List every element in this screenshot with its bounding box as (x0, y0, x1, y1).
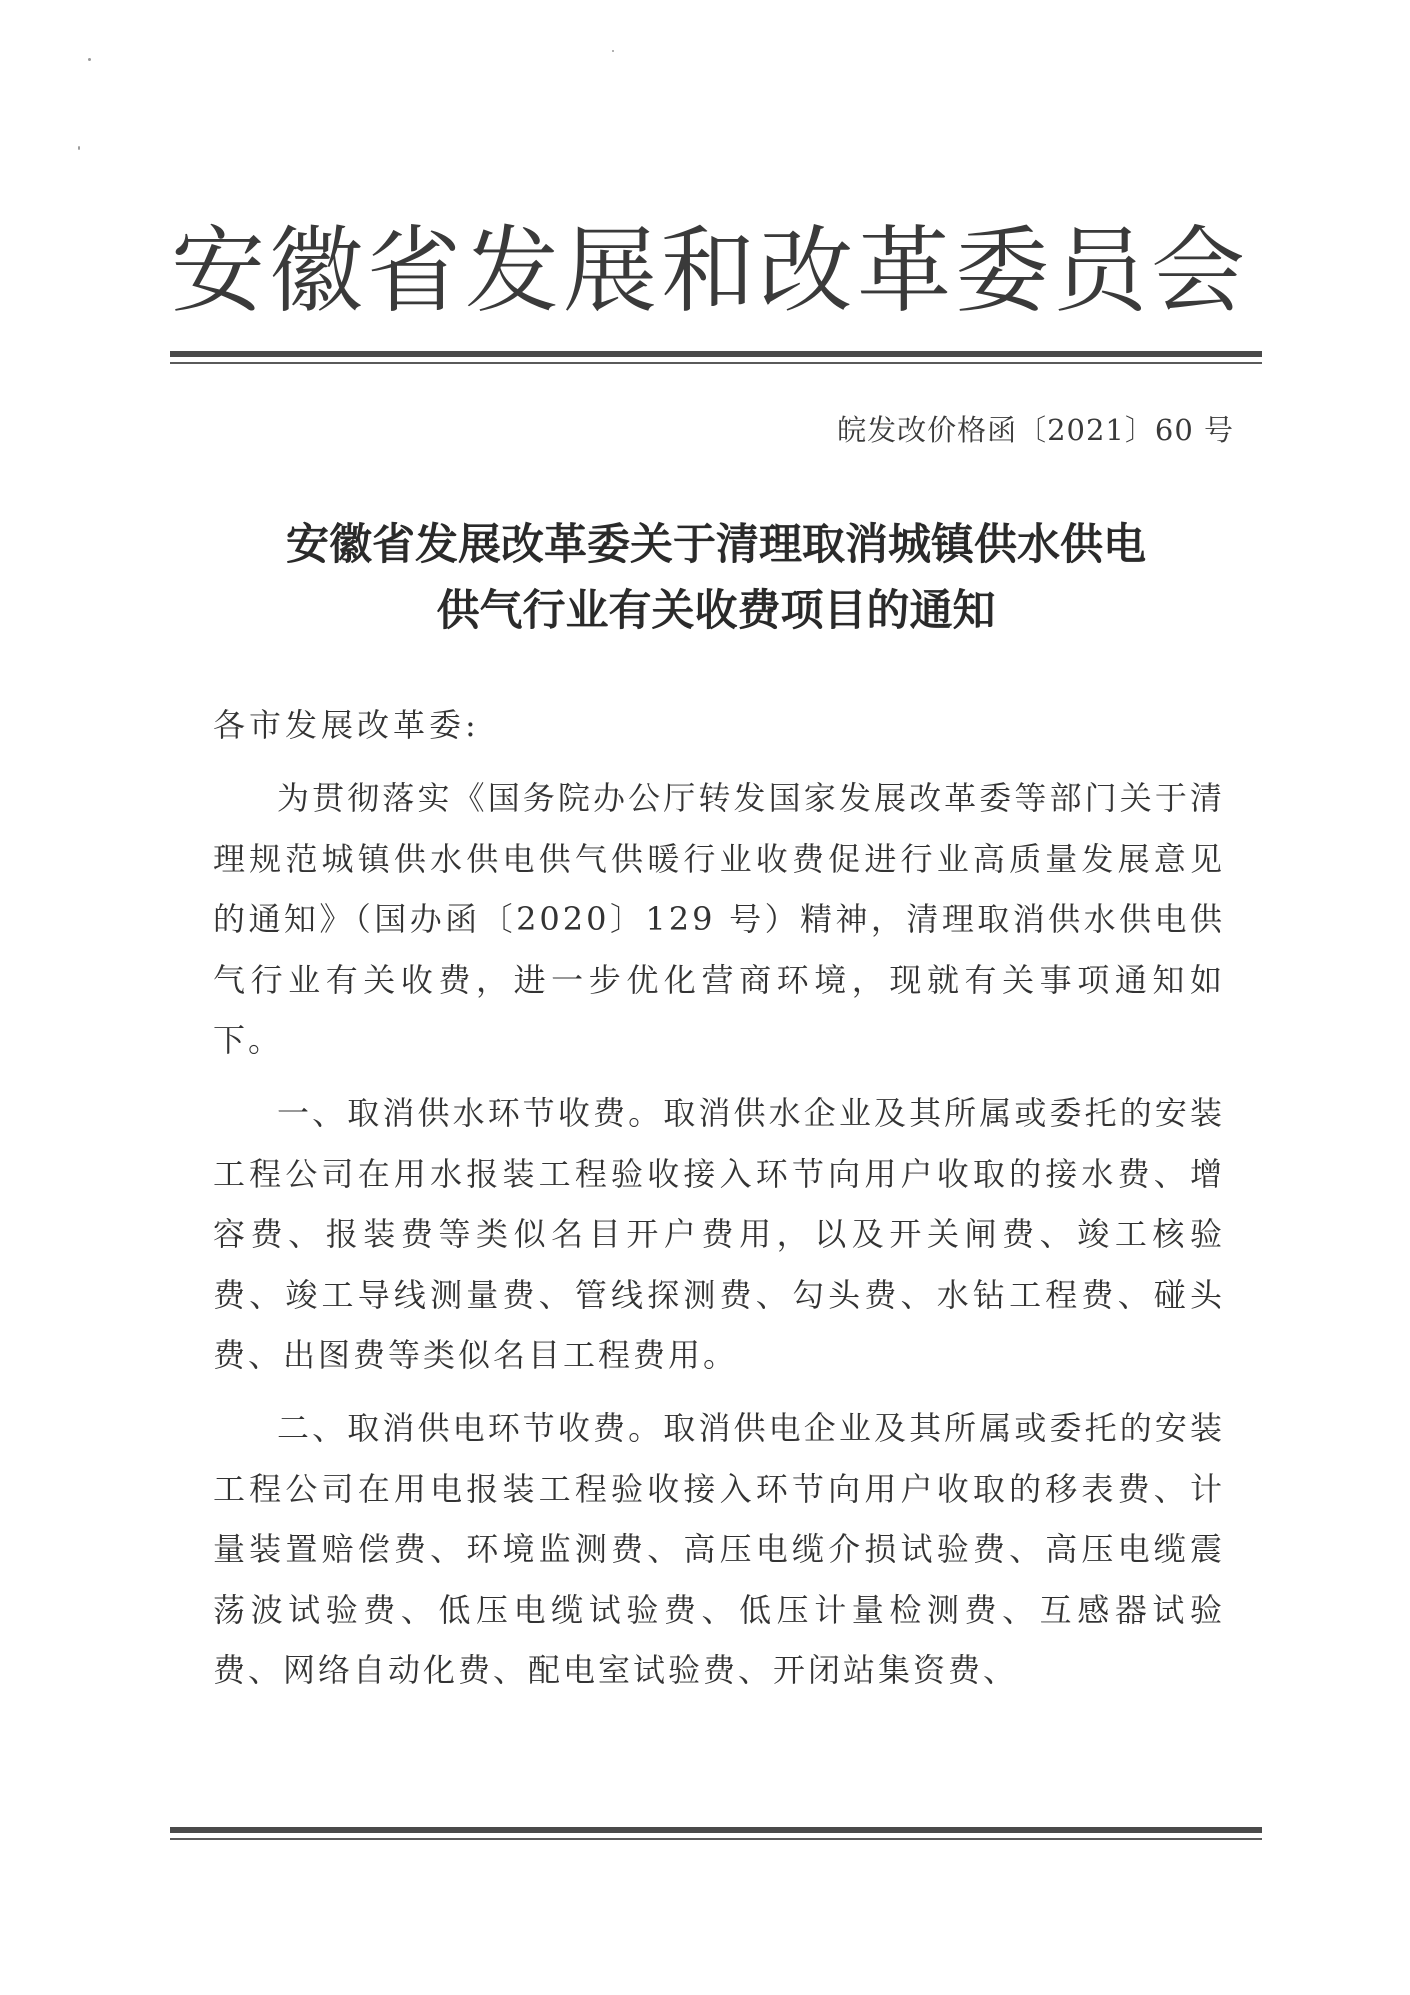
paragraph-electricity-fees: 二、取消供电环节收费。取消供电企业及其所属或委托的安装工程公司在用电报装工程验收接入环节向用户收取的移表费、计量装置赔偿费、环境监测费、高压电缆介损试验费、高压电缆震荡波试验费、低压电缆试验费、低压计量检测费、互感器试验费、网络自动化费、配电室试验费、开闭站集资费、 (213, 1409, 1225, 1689)
header-rule-thin (170, 362, 1262, 364)
salutation: 各市发展改革委: (213, 706, 480, 744)
title-line-1: 安徽省发展改革委关于清理取消城镇供水供电 (286, 520, 1146, 570)
scan-speck (88, 58, 91, 61)
paragraph-water-fees: 一、取消供水环节收费。取消供水企业及其所属或委托的安装工程公司在用水报装工程验收接入环节向用户收取的接水费、增容费、报装费等类似名目开户费用，以及开关闸费、竣工核验费、竣工导线测量费、管线探测费、勾头费、水钻工程费、碰头费、出图费等类似名目工程费用。 (213, 1094, 1225, 1374)
footer-rule-thin (170, 1838, 1262, 1840)
scan-speck (78, 146, 80, 150)
document-title (170, 512, 1262, 644)
header-rule-thick (170, 351, 1262, 357)
scan-speck (612, 50, 614, 52)
organization-header: 安徽省发展和改革委员会 (170, 217, 1249, 326)
document-number: 皖发改价格函〔2021〕60 号 (837, 413, 1234, 447)
footer-rule-thick (170, 1827, 1262, 1833)
paragraph-intro: 为贯彻落实《国务院办公厅转发国家发展改革委等部门关于清理规范城镇供水供电供气供暖行业收费促进行业高质量发展意见的通知》（国办函〔2020〕129 号）精神，清理取消供水供电供气行业有关收费，进一步优化营商环境，现就有关事项通知如下。 (213, 779, 1225, 1059)
title-line-2: 供气行业有关收费项目的通知 (436, 586, 996, 636)
